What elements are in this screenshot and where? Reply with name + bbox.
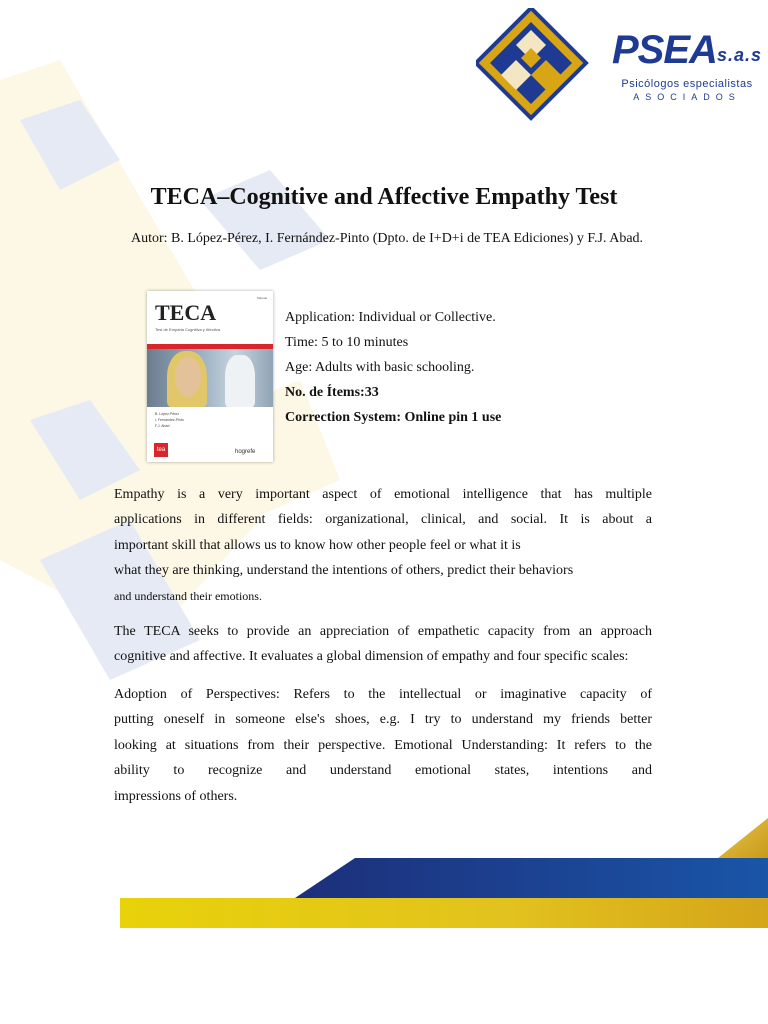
paragraph-line: what they are thinking, understand the intentions of others, predict their behaviors (114, 563, 574, 579)
paragraph-line: ability to recognize and understand emotional states, intentions and (114, 763, 652, 779)
paragraph-line: cognitive and affective. It evaluates a global dimension of empathy and four specific scales: (114, 649, 629, 665)
paragraph-scales (114, 682, 652, 809)
cover-photo (147, 349, 273, 407)
paragraph-empathy-intro (114, 482, 652, 609)
authors-line: Autor: B. López-Pérez, I. Fernández-Pinto (Dpto. de I+D+i de TEA Ediciones) y F.J. Abad. (130, 231, 644, 246)
cover-photo-statue (225, 355, 255, 407)
cover-subtitle: Test de Empatía Cognitiva y Afectiva (155, 327, 220, 332)
cover-authors (155, 411, 184, 429)
spec-items: No. de Ítems:33 (285, 385, 379, 400)
cover-manual-label: Manual (257, 296, 267, 300)
book-cover-image (147, 291, 273, 462)
cover-author: F.J. Abad (155, 424, 170, 428)
paragraph-line: looking at situations from their perspective. Emotional Understanding: It refers to the (114, 737, 652, 753)
spec-age: Age: Adults with basic schooling. (285, 360, 475, 375)
paragraph-line: important skill that allows us to know how other people feel or what it is (114, 537, 521, 553)
spec-correction: Correction System: Online pin 1 use (285, 410, 502, 425)
paragraph-line: Adoption of Perspectives: Refers to the intellectual or imaginative capacity of (114, 687, 652, 702)
cover-author: I. Fernández-Pinto (155, 418, 184, 422)
paragraph-line: and understand their emotions. (114, 588, 262, 603)
brand-tagline: Psicólogos especialistas (621, 78, 753, 90)
spec-time: Time: 5 to 10 minutes (285, 335, 409, 350)
spec-application: Application: Individual or Collective. (285, 310, 496, 325)
tea-badge-icon: tea (154, 443, 168, 457)
paragraph-line: The TECA seeks to provide an appreciation of empathetic capacity from an approach (114, 624, 652, 639)
publisher-name: hogrefe (235, 449, 256, 455)
document-title: TECA–Cognitive and Affective Empathy Test (150, 184, 618, 210)
cover-photo-face (175, 357, 201, 397)
paragraph-line: applications in different fields: organizational, clinical, and social. It is about a (114, 512, 652, 528)
paragraph-line: impressions of others. (114, 788, 238, 804)
test-specifications (285, 305, 501, 430)
brand-tagline-associates: ASOCIADOS (633, 92, 741, 102)
cover-title: TECA (155, 300, 217, 325)
cover-author: B. López-Pérez (155, 412, 180, 416)
brand-name: PSEAs.a.s (612, 28, 762, 72)
paragraph-line: putting oneself in someone else's shoes, e.g. I try to understand my friends better (114, 712, 652, 728)
decorative-footer-banner (0, 800, 768, 940)
paragraph-teca-scope (114, 619, 652, 670)
paragraph-line: Empathy is a very important aspect of emotional intelligence that has multiple (114, 487, 652, 502)
